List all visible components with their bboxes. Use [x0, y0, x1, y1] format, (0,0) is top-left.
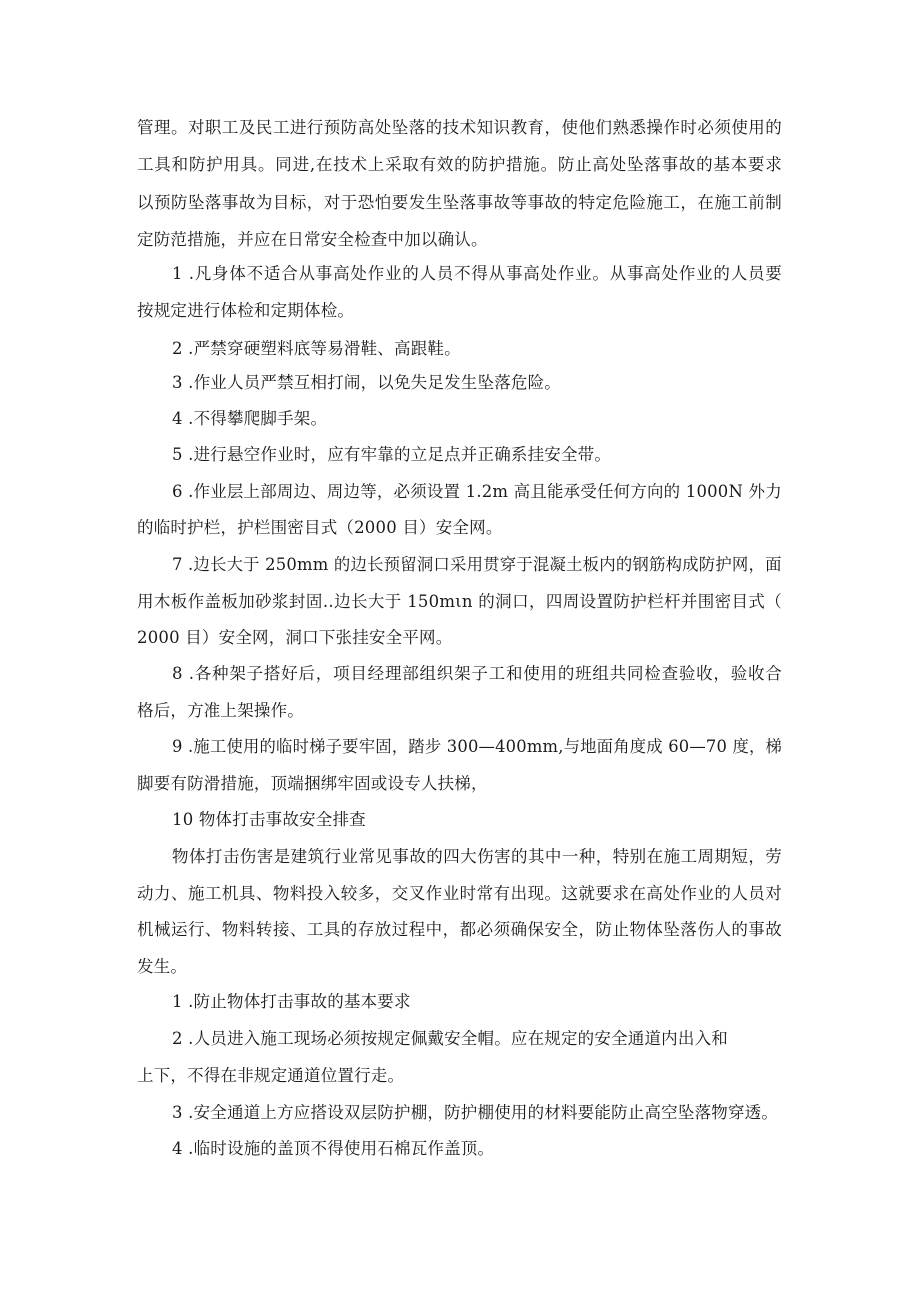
- strike-item-2-line-2: 上下，不得在非规定通道位置行走。: [137, 1066, 405, 1085]
- item-5: 5 .进行悬空作业时，应有牢靠的立足点并正确系挂安全带。: [172, 445, 612, 464]
- item-7-line-2: 用木板作盖板加砂浆封固‥边长大于 150mιn 的洞口，四周设置防护栏杆并围密目式（: [137, 592, 782, 611]
- strike-item-1: 1 .防止物体打击事故的基本要求: [172, 992, 411, 1011]
- item-2: 2 .严禁穿硬塑料底等易滑鞋、高跟鞋。: [172, 339, 461, 358]
- strike-item-2-line-1: 2 .人员进入施工现场必须按规定佩戴安全帽。应在规定的安全通道内出入和: [172, 1029, 728, 1048]
- item-1-line-2: 按规定进行体检和定期体检。: [137, 301, 355, 320]
- item-6-line-1: 6 .作业层上部周边、周边等，必须设置 1.2m 高且能承受任何方向的 1000N 外力: [172, 482, 782, 501]
- strike-item-3: 3 .安全通道上方应搭设双层防护棚，防护棚使用的材料要能防止高空坠落物穿透。: [172, 1103, 779, 1122]
- strike-item-4: 4 .临时设施的盖顶不得使用石棉瓦作盖顶。: [172, 1139, 495, 1158]
- intro-line-1: 管理。对职工及民工进行预防高处坠落的技术知识教育，使他们熟悉操作时必须使用的: [137, 118, 782, 137]
- item-9-line-2: 脚要有防滑措施，顶端捆绑牢固或设专人扶梯，: [137, 774, 488, 793]
- item-6-line-2: 的临时护栏，护栏围密目式（2000 目）安全网。: [137, 518, 503, 537]
- strike-intro-line-4: 发生。: [137, 957, 188, 976]
- intro-line-2: 工具和防护用具。同进,在技术上采取有效的防护措施。防止高处坠落事故的基本要求: [137, 155, 782, 174]
- strike-intro-line-3: 机械运行、物料转接、工具的存放过程中，都必须确保安全，防止物体坠落伤人的事故: [137, 920, 782, 939]
- item-7-line-3: 2000 目）安全网，洞口下张挂安全平网。: [137, 628, 453, 647]
- item-4: 4 .不得攀爬脚手架。: [172, 409, 328, 428]
- intro-line-4: 定防范措施，并应在日常安全检查中加以确认。: [137, 230, 488, 249]
- strike-intro-line-1: 物体打击伤害是建筑行业常见事故的四大伤害的其中一种，特别在施工周期短，劳: [172, 847, 782, 866]
- section-heading-object-strike: 10 物体打击事故安全排查: [172, 810, 366, 829]
- item-1-line-1: 1 .凡身体不适合从事高处作业的人员不得从事高处作业。从事高处作业的人员要: [172, 264, 782, 283]
- item-8-line-2: 格后，方准上架操作。: [137, 701, 304, 720]
- item-8-line-1: 8 .各种架子搭好后，项目经理部组织架子工和使用的班组共同检查验收，验收合: [172, 664, 782, 683]
- item-9-line-1: 9 .施工使用的临时梯子要牢固，踏步 300—400mm,与地面角度成 60—70 度，梯: [172, 737, 783, 756]
- intro-line-3: 以预防坠落事故为目标，对于恐怕要发生坠落事故等事故的特定危险施工，在施工前制: [137, 193, 782, 212]
- item-7-line-1: 7 .边长大于 250mm 的边长预留洞口采用贯穿于混凝土板内的钢筋构成防护网，面: [172, 555, 782, 574]
- strike-intro-line-2: 动力、施工机具、物料投入较多，交叉作业时常有出现。这就要求在高处作业的人员对: [137, 884, 782, 903]
- item-3: 3 .作业人员严禁互相打闹，以免失足发生坠落危险。: [172, 373, 561, 392]
